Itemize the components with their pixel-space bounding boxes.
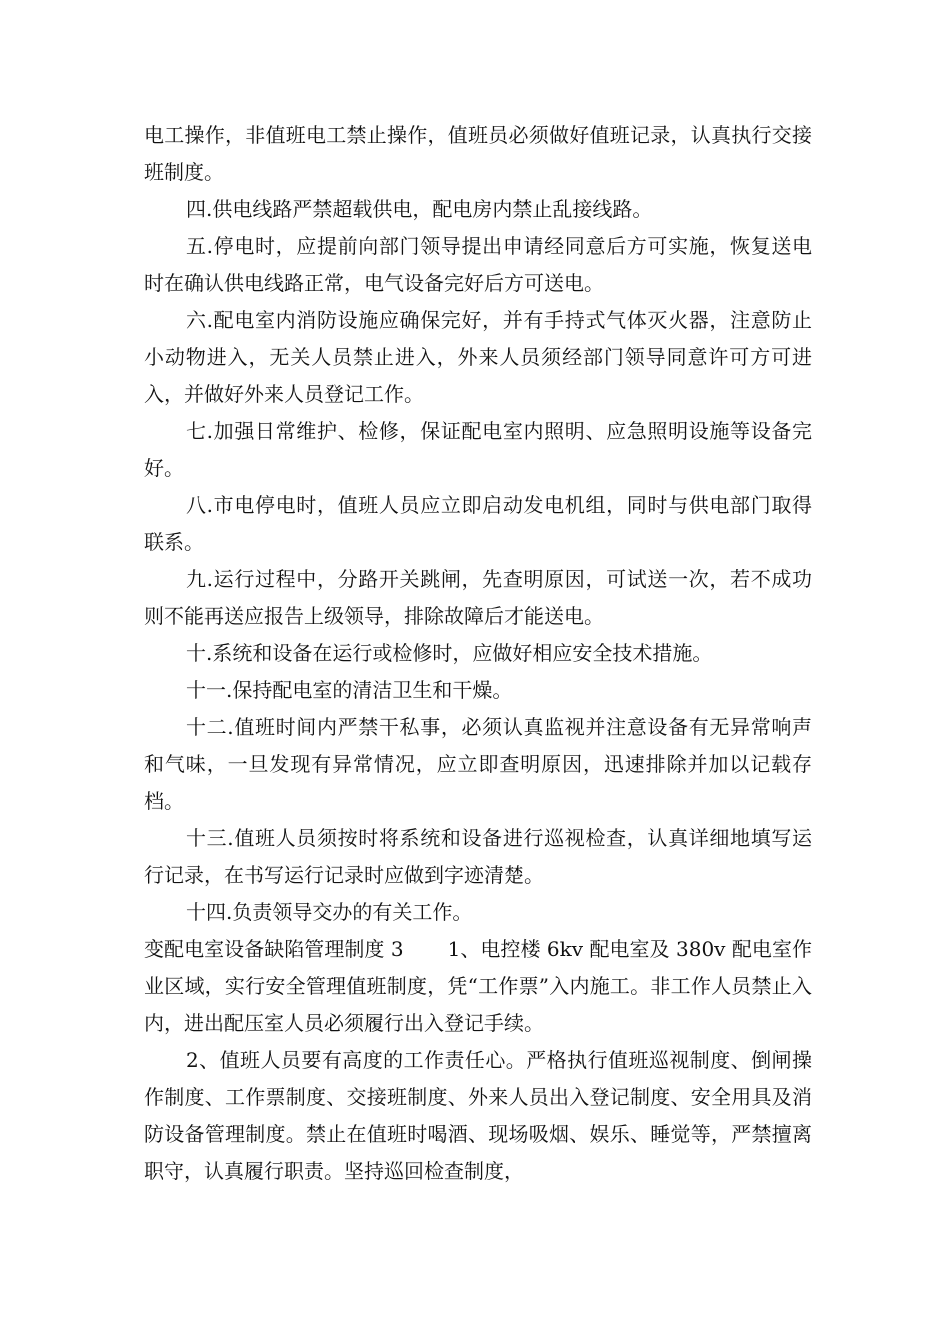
paragraph-item-12: 十二.值班时间内严禁干私事，必须认真监视并注意设备有无异常响声和气味，一旦发现有异常情况，应立即查明原因，迅速排除并加以记载存档。 — [144, 715, 812, 813]
paragraph-item-11: 十一.保持配电室的清洁卫生和干燥。 — [186, 678, 513, 702]
document-page — [144, 117, 812, 1190]
paragraph-item-10: 十.系统和设备在运行或检修时，应做好相应安全技术措施。 — [186, 641, 713, 665]
section-3-item-1-text: 1、电控楼 6kv 配电室及 380v 配电室作业区域，实行安全管理值班制度，凭“工作票”入内施工。非工作人员禁止入内，进出配压室人员必须履行出入登记手续。 — [144, 937, 812, 1035]
paragraph-item-5: 五.停电时，应提前向部门领导提出申请经同意后方可实施，恢复送电时在确认供电线路正常，电气设备完好后方可送电。 — [144, 234, 812, 295]
section-title: 变配电室设备缺陷管理制度 3 — [144, 937, 404, 961]
paragraph-continued: 电工操作，非值班电工禁止操作，值班员必须做好值班记录，认真执行交接班制度。 — [144, 123, 812, 184]
paragraph-item-6: 六.配电室内消防设施应确保完好，并有手持式气体灭火器，注意防止小动物进入，无关人员禁止进入，外来人员须经部门领导同意许可方可进入，并做好外来人员登记工作。 — [144, 308, 812, 406]
paragraph-item-7: 七.加强日常维护、检修，保证配电室内照明、应急照明设施等设备完好。 — [144, 419, 812, 480]
paragraph-item-13: 十三.值班人员须按时将系统和设备进行巡视检查，认真详细地填写运行记录，在书写运行记录时应做到字迹清楚。 — [144, 826, 812, 887]
paragraph-item-14: 十四.负责领导交办的有关工作。 — [186, 900, 473, 924]
paragraph-item-9: 九.运行过程中，分路开关跳闸，先查明原因，可试送一次，若不成功则不能再送应报告上级领导，排除故障后才能送电。 — [144, 567, 812, 628]
paragraph-item-8: 八.市电停电时，值班人员应立即启动发电机组，同时与供电部门取得联系。 — [144, 493, 812, 554]
section-3-item-2: 2、值班人员要有高度的工作责任心。严格执行值班巡视制度、倒闸操作制度、工作票制度、交接班制度、外来人员出入登记制度、安全用具及消防设备管理制度。禁止在值班时喝酒、现场吸烟、娱乐、睡觉等，严禁擅离职守，认真履行职责。坚持巡回检查制度， — [144, 1048, 812, 1183]
paragraph-item-4: 四.供电线路严禁超载供电，配电房内禁止乱接线路。 — [186, 197, 653, 221]
section-3-first-paragraph — [144, 931, 812, 1042]
